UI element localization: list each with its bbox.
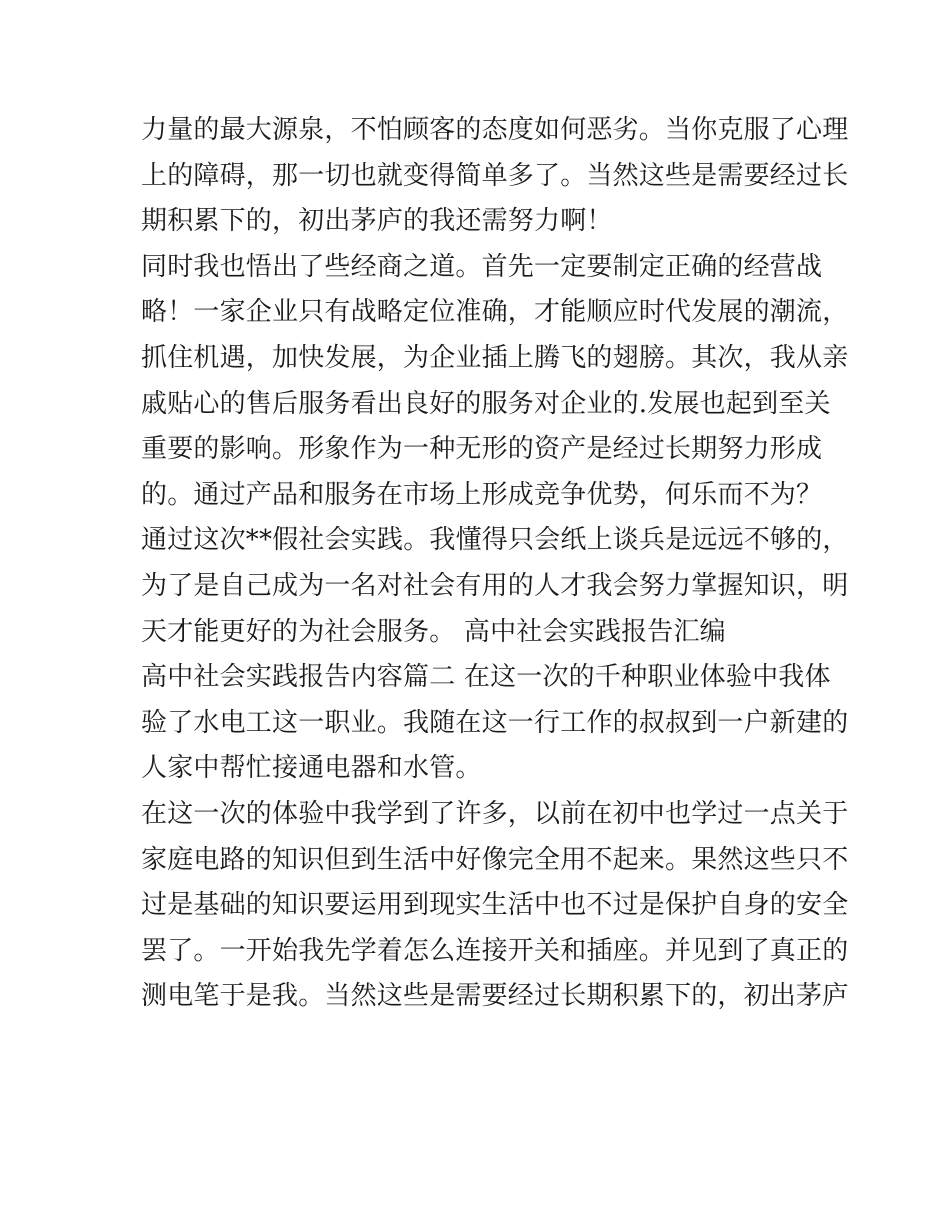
text-line: 同时我也悟出了些经商之道。首先一定要制定正确的经营战 xyxy=(141,251,823,282)
text-line: 略！一家企业只有战略定位准确，才能顺应时代发展的潮流， xyxy=(141,297,849,328)
text-line: 上的障碍，那一切也就变得简单多了。当然这些是需要经过长 xyxy=(141,160,849,191)
text-line: 天才能更好的为社会服务。 高中社会实践报告汇编 xyxy=(141,616,726,647)
text-line: 测电笔于是我。当然这些是需要经过长期积累下的，初出茅庐 xyxy=(141,981,849,1012)
text-line: 通过这次**假社会实践。我懂得只会纸上谈兵是远远不够的， xyxy=(141,525,849,556)
text-line: 人家中帮忙接通电器和水管。 xyxy=(141,753,482,784)
text-line: 重要的影响。形象作为一种无形的资产是经过长期努力形成 xyxy=(141,434,823,465)
text-line: 抓住机遇，加快发展，为企业插上腾飞的翅膀。其次，我从亲 xyxy=(141,342,849,373)
text-line: 罢了。一开始我先学着怎么连接开关和插座。并见到了真正的 xyxy=(141,935,849,966)
text-line: 力量的最大源泉，不怕顾客的态度如何恶劣。当你克服了心理 xyxy=(141,115,849,145)
body-text xyxy=(141,108,849,1020)
text-line: 高中社会实践报告内容篇二 在这一次的千种职业体验中我体 xyxy=(141,662,831,693)
text-line: 期积累下的，初出茅庐的我还需努力啊！ xyxy=(141,206,613,237)
text-line: 的。通过产品和服务在市场上形成竞争优势，何乐而不为？ xyxy=(141,479,823,510)
text-line: 家庭电路的知识但到生活中好像完全用不起来。果然这些只不 xyxy=(141,844,849,875)
text-line: 为了是自己成为一名对社会有用的人才我会努力掌握知识，明 xyxy=(141,570,849,601)
text-line: 过是基础的知识要运用到现实生活中也不过是保护自身的安全 xyxy=(141,890,849,921)
text-line: 戚贴心的售后服务看出良好的服务对企业的.发展也起到至关 xyxy=(141,388,831,419)
text-line: 验了水电工这一职业。我随在这一行工作的叔叔到一户新建的 xyxy=(141,707,849,738)
text-line: 在这一次的体验中我学到了许多，以前在初中也学过一点关于 xyxy=(141,798,849,829)
